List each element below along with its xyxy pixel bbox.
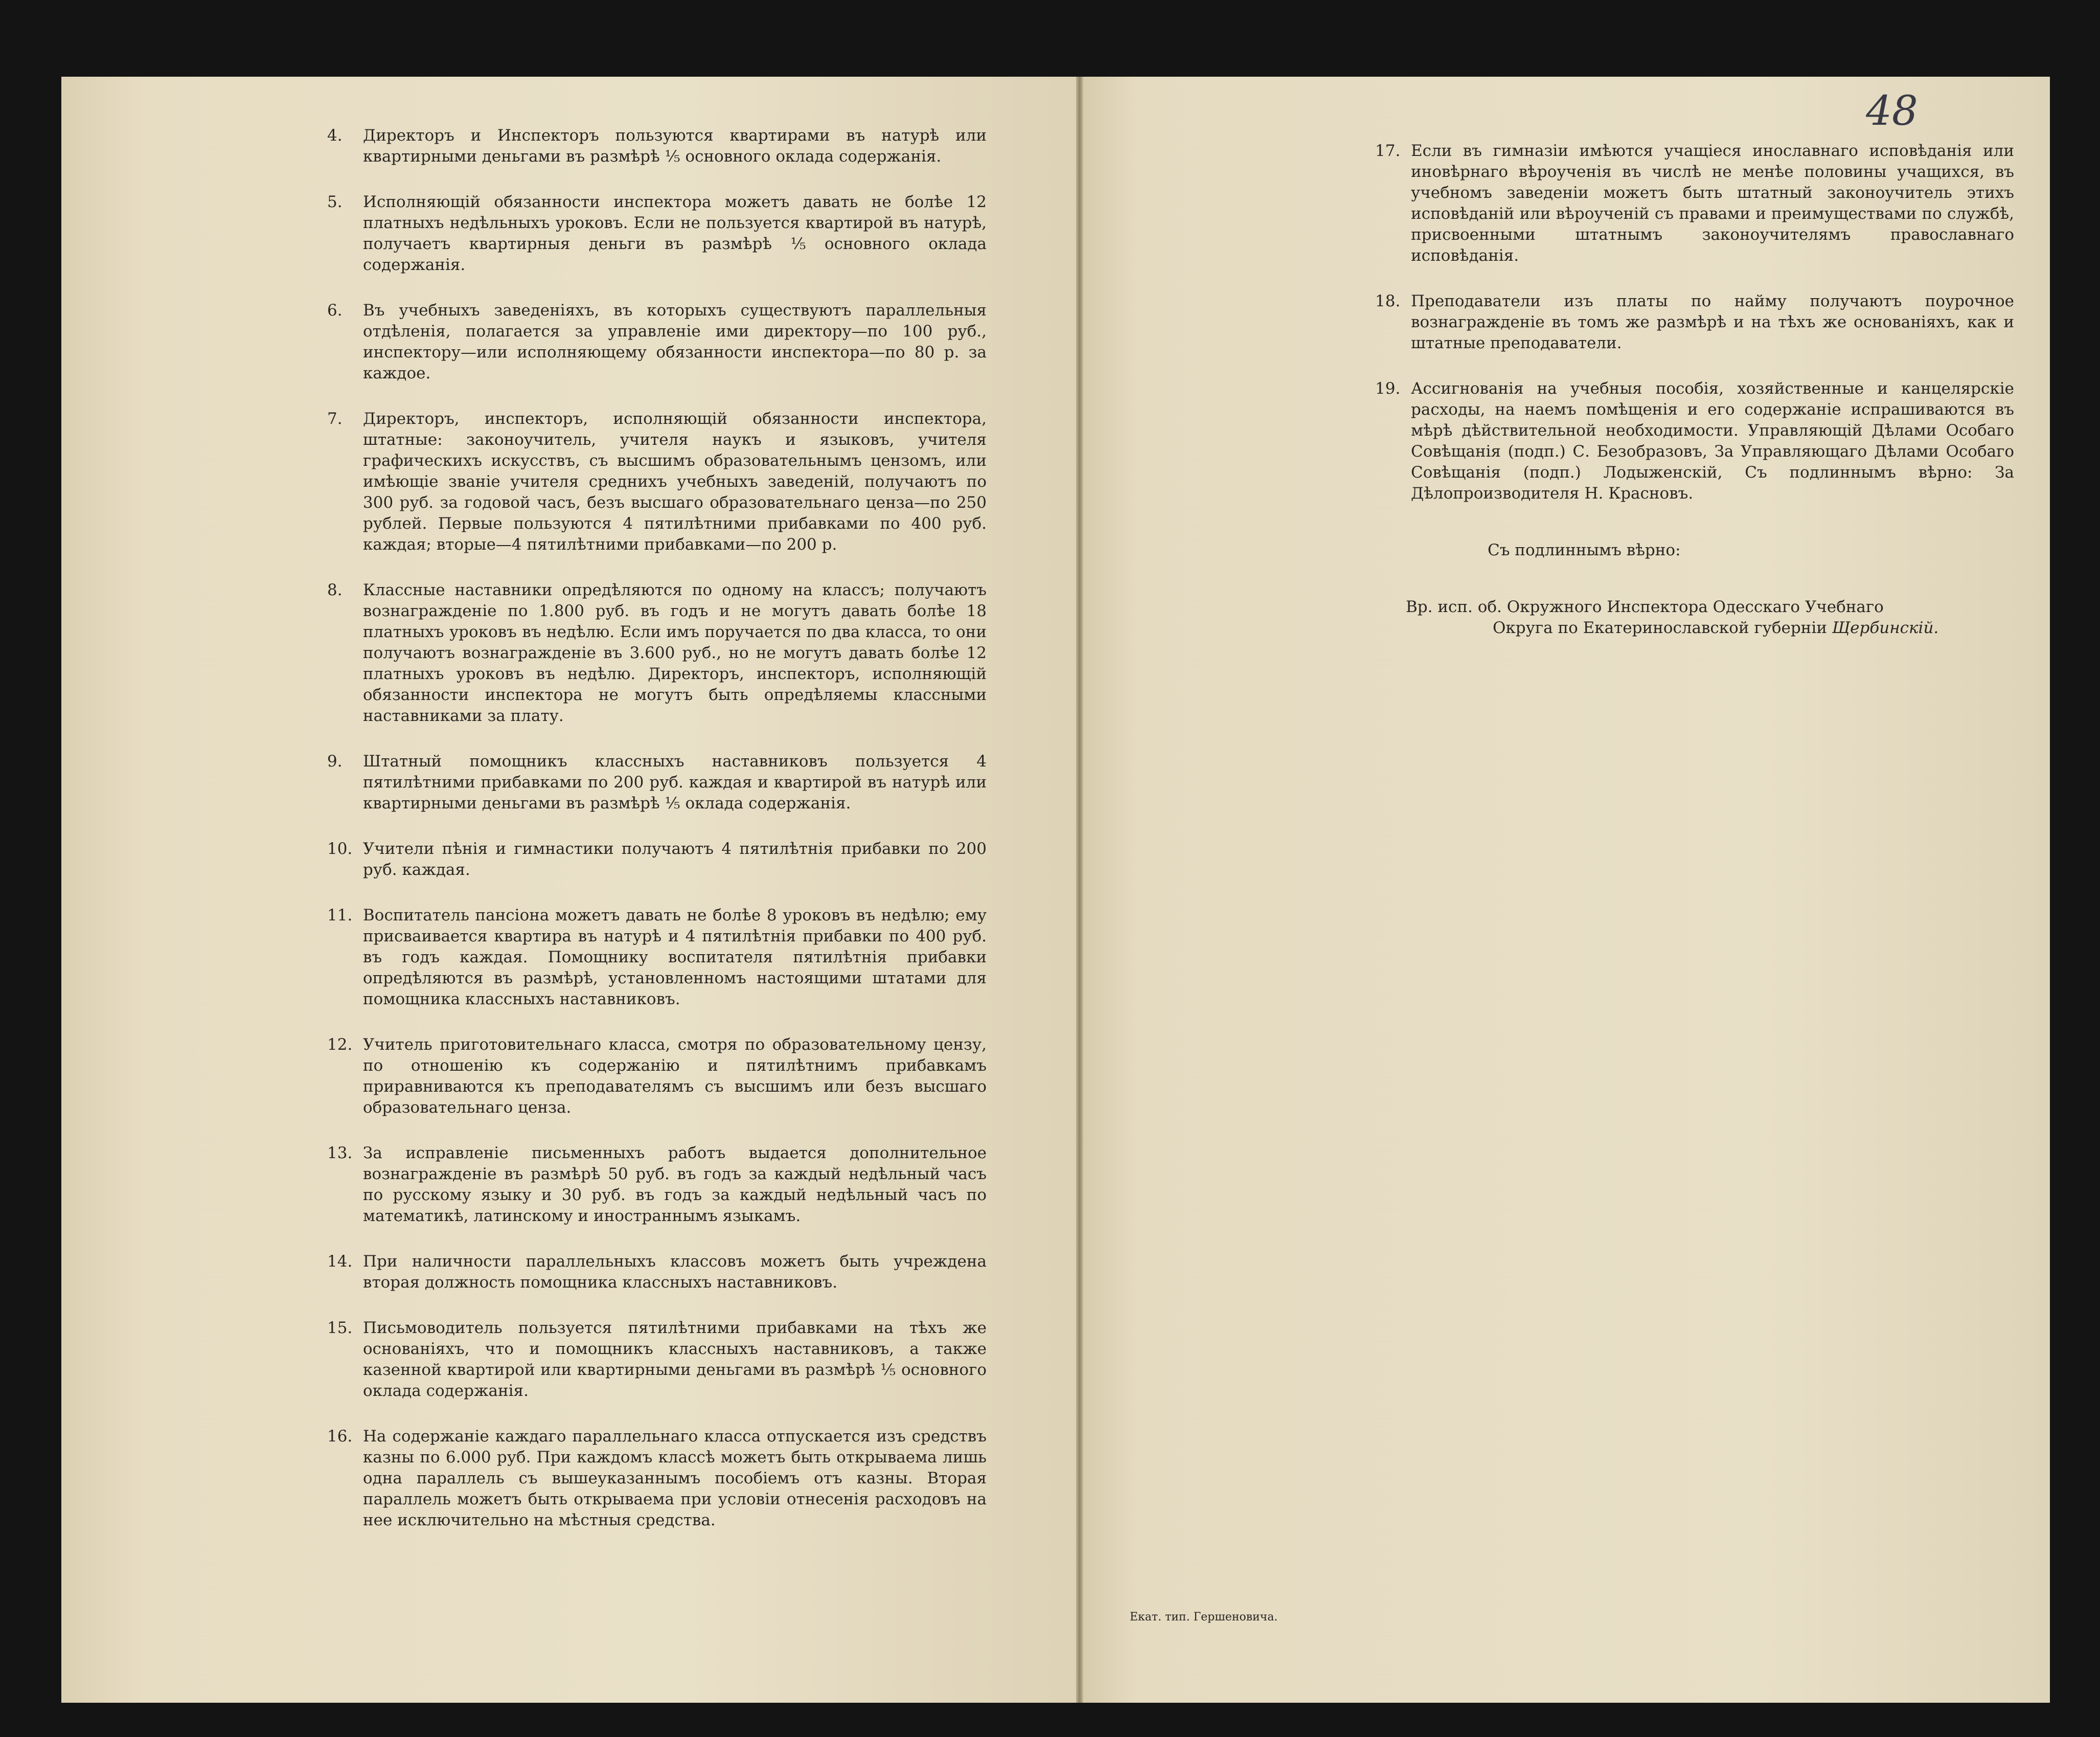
clause-text: Классные наставники опредѣляются по одному на классъ; получаютъ вознагражденіе по 1.800 руб. въ годъ и не могутъ давать болѣе 18 платныхъ уроковъ въ недѣлю. Если имъ поручается по два класса, то они получаютъ вознагражденіе въ 3.600 руб., но не могутъ давать болѣе 12 платныхъ уроковъ въ недѣлю. Директоръ, инспекторъ, исполняющій обязанности инспектора не могутъ быть опредѣляемы классными наставниками за плату. — [363, 581, 987, 725]
clause-number: 14. — [327, 1252, 353, 1271]
clause-item — [327, 839, 987, 881]
clause-text: Въ учебныхъ заведеніяхъ, въ которыхъ существуютъ параллельныя отдѣленія, полагается за управленіе ими директору—по 100 руб., инспектору—или исполняющему обязанности инспектора—по 80 р. за каждое. — [363, 301, 987, 382]
clause-item — [327, 1318, 987, 1402]
clause-text: При наличности параллельныхъ классовъ можетъ быть учреждена вторая должность помощника классныхъ наставниковъ. — [363, 1252, 987, 1292]
book-spine — [1076, 77, 1083, 1703]
signature-name: Щербинскій. — [1832, 619, 1939, 637]
page-number: 48 — [1866, 87, 1918, 134]
clause-number: 5. — [327, 193, 343, 211]
clause-text: Если въ гимназіи имѣются учащіеся инославнаго исповѣданія или иновѣрнаго вѣроученія въ числѣ не менѣе половины учащихся, въ учебномъ заведеніи можетъ быть штатный законоучитель этихъ исповѣданій или вѣроученій съ правами и преимуществами по службѣ, присвоенными штатнымъ законоучителямъ православнаго исповѣданія. — [1411, 142, 2014, 265]
certified-line: Съ подлиннымъ вѣрно: — [1488, 541, 1681, 559]
left-column — [327, 125, 987, 1555]
signature-line-1: Вр. исп. об. Окружного Инспектора Одесскаго Учебнаго — [1406, 598, 1884, 616]
clause-number: 19. — [1375, 379, 1401, 398]
clause-text: Письмоводитель пользуется пятилѣтними прибавками на тѣхъ же основаніяхъ, что и помощникъ классныхъ наставниковъ, а также казенной квартирой или квартирными деньгами въ размѣрѣ ⅕ основного оклада содержанія. — [363, 1319, 987, 1400]
clause-text: Ассигнованія на учебныя пособія, хозяйственные и канцелярскіе расходы, на наемъ помѣщенія и его содержаніе испрашиваются въ мѣрѣ дѣйствительной необходимости. Управляющій Дѣлами Особаго Совѣщанія (подп.) С. Безобразовъ, За Управляющаго Дѣлами Особаго Совѣщанія (подп.) Лодыженскій, Съ подлиннымъ вѣрно: За Дѣлопроизводителя Н. Красновъ. — [1411, 379, 2014, 503]
clause-item — [327, 905, 987, 1010]
clause-item — [1375, 378, 2014, 504]
clause-number: 13. — [327, 1144, 353, 1162]
clause-item — [327, 125, 987, 167]
clause-number: 12. — [327, 1035, 353, 1054]
clause-text: Учители пѣнія и гимнастики получаютъ 4 пятилѣтнія прибавки по 200 руб. каждая. — [363, 840, 987, 879]
clause-item — [327, 300, 987, 384]
clause-text: Исполняющій обязанности инспектора можетъ давать не болѣе 12 платныхъ недѣльныхъ уроковъ. Если не пользуется квартирой въ натурѣ, получаетъ квартирныя деньги въ размѣрѣ ⅕ основного оклада содержанія. — [363, 193, 987, 274]
clause-text: Воспитатель пансіона можетъ давать не болѣе 8 уроковъ въ недѣлю; ему присваивается квартира въ натурѣ и 4 пятилѣтнія прибавки по 400 руб. въ годъ каждая. Помощнику воспитателя пятилѣтнія прибавки опредѣляются въ размѣрѣ, установленномъ настоящими штатами для помощника классныхъ наставниковъ. — [363, 906, 987, 1008]
clause-item — [327, 1143, 987, 1227]
clause-item — [327, 580, 987, 727]
clause-item — [327, 192, 987, 276]
clause-text: Директоръ и Инспекторъ пользуются квартирами въ натурѣ или квартирными деньгами въ размѣрѣ ⅕ основного оклада содержанія. — [363, 126, 987, 166]
clause-number: 6. — [327, 301, 343, 320]
clause-number: 7. — [327, 410, 343, 428]
clause-item — [327, 1426, 987, 1531]
clause-number: 17. — [1375, 142, 1401, 160]
clause-text: Директоръ, инспекторъ, исполняющій обязанности инспектора, штатные: законоучитель, учителя наукъ и языковъ, учителя графическихъ искусствъ, съ высшимъ образовательнымъ цензомъ, или имѣющіе званіе учителя среднихъ учебныхъ заведеній, получаютъ по 300 руб. за годовой часъ, безъ высшаго образовательнаго ценза—по 250 рублей. Первые пользуются 4 пятилѣтними прибавками по 400 руб. каждая; вторые—4 пятилѣтними прибавками—по 200 р. — [363, 410, 987, 554]
clause-item — [1375, 141, 2014, 266]
clause-item — [1375, 291, 2014, 354]
right-column — [1375, 141, 2014, 639]
clause-item — [327, 751, 987, 814]
clause-item — [327, 1251, 987, 1293]
signature-line-2: Округа по Екатеринославской губерніи — [1493, 619, 1827, 637]
clause-text: На содержаніе каждаго параллельнаго класса отпускается изъ средствъ казны по 6.000 руб. При каждомъ классѣ можетъ быть открываема лишь одна параллель съ вышеуказаннымъ пособіемъ отъ казны. Вторая параллель можетъ быть открываема при условіи отнесенія расходовъ на нее исключительно на мѣстныя средства. — [363, 1427, 987, 1529]
clause-number: 11. — [327, 906, 353, 924]
clause-number: 9. — [327, 752, 343, 771]
clause-item — [327, 409, 987, 555]
clause-text: Учитель приготовительнаго класса, смотря по образовательному цензу, по отношенію къ содержанію и пятилѣтнимъ прибавкамъ приравниваются къ преподавателямъ съ высшимъ или безъ высшаго образовательнаго ценза. — [363, 1035, 987, 1117]
clause-number: 8. — [327, 581, 343, 599]
clause-number: 16. — [327, 1427, 353, 1446]
clause-text: За исправленіе письменныхъ работъ выдается дополнительное вознагражденіе въ размѣрѣ 50 руб. въ годъ за каждый недѣльный часъ по русскому языку и 30 руб. въ годъ за каждый недѣльный часъ по математикѣ, латинскому и иностраннымъ языкамъ. — [363, 1144, 987, 1225]
clause-number: 4. — [327, 126, 343, 145]
clause-number: 10. — [327, 840, 353, 858]
signature-block — [1406, 597, 2014, 639]
clause-text: Штатный помощникъ классныхъ наставниковъ пользуется 4 пятилѣтними прибавками по 200 руб. каждая и квартирой въ натурѣ или квартирными деньгами въ размѣрѣ ⅕ оклада содержанія. — [363, 752, 987, 813]
clause-item — [327, 1034, 987, 1118]
clause-text: Преподаватели изъ платы по найму получаютъ поурочное вознагражденіе въ томъ же размѣрѣ и на тѣхъ же основаніяхъ, как и штатные преподаватели. — [1411, 292, 2014, 352]
clause-number: 15. — [327, 1319, 353, 1337]
printer-imprint: Екат. тип. Гершеновича. — [1130, 1611, 1278, 1623]
clause-number: 18. — [1375, 292, 1401, 310]
